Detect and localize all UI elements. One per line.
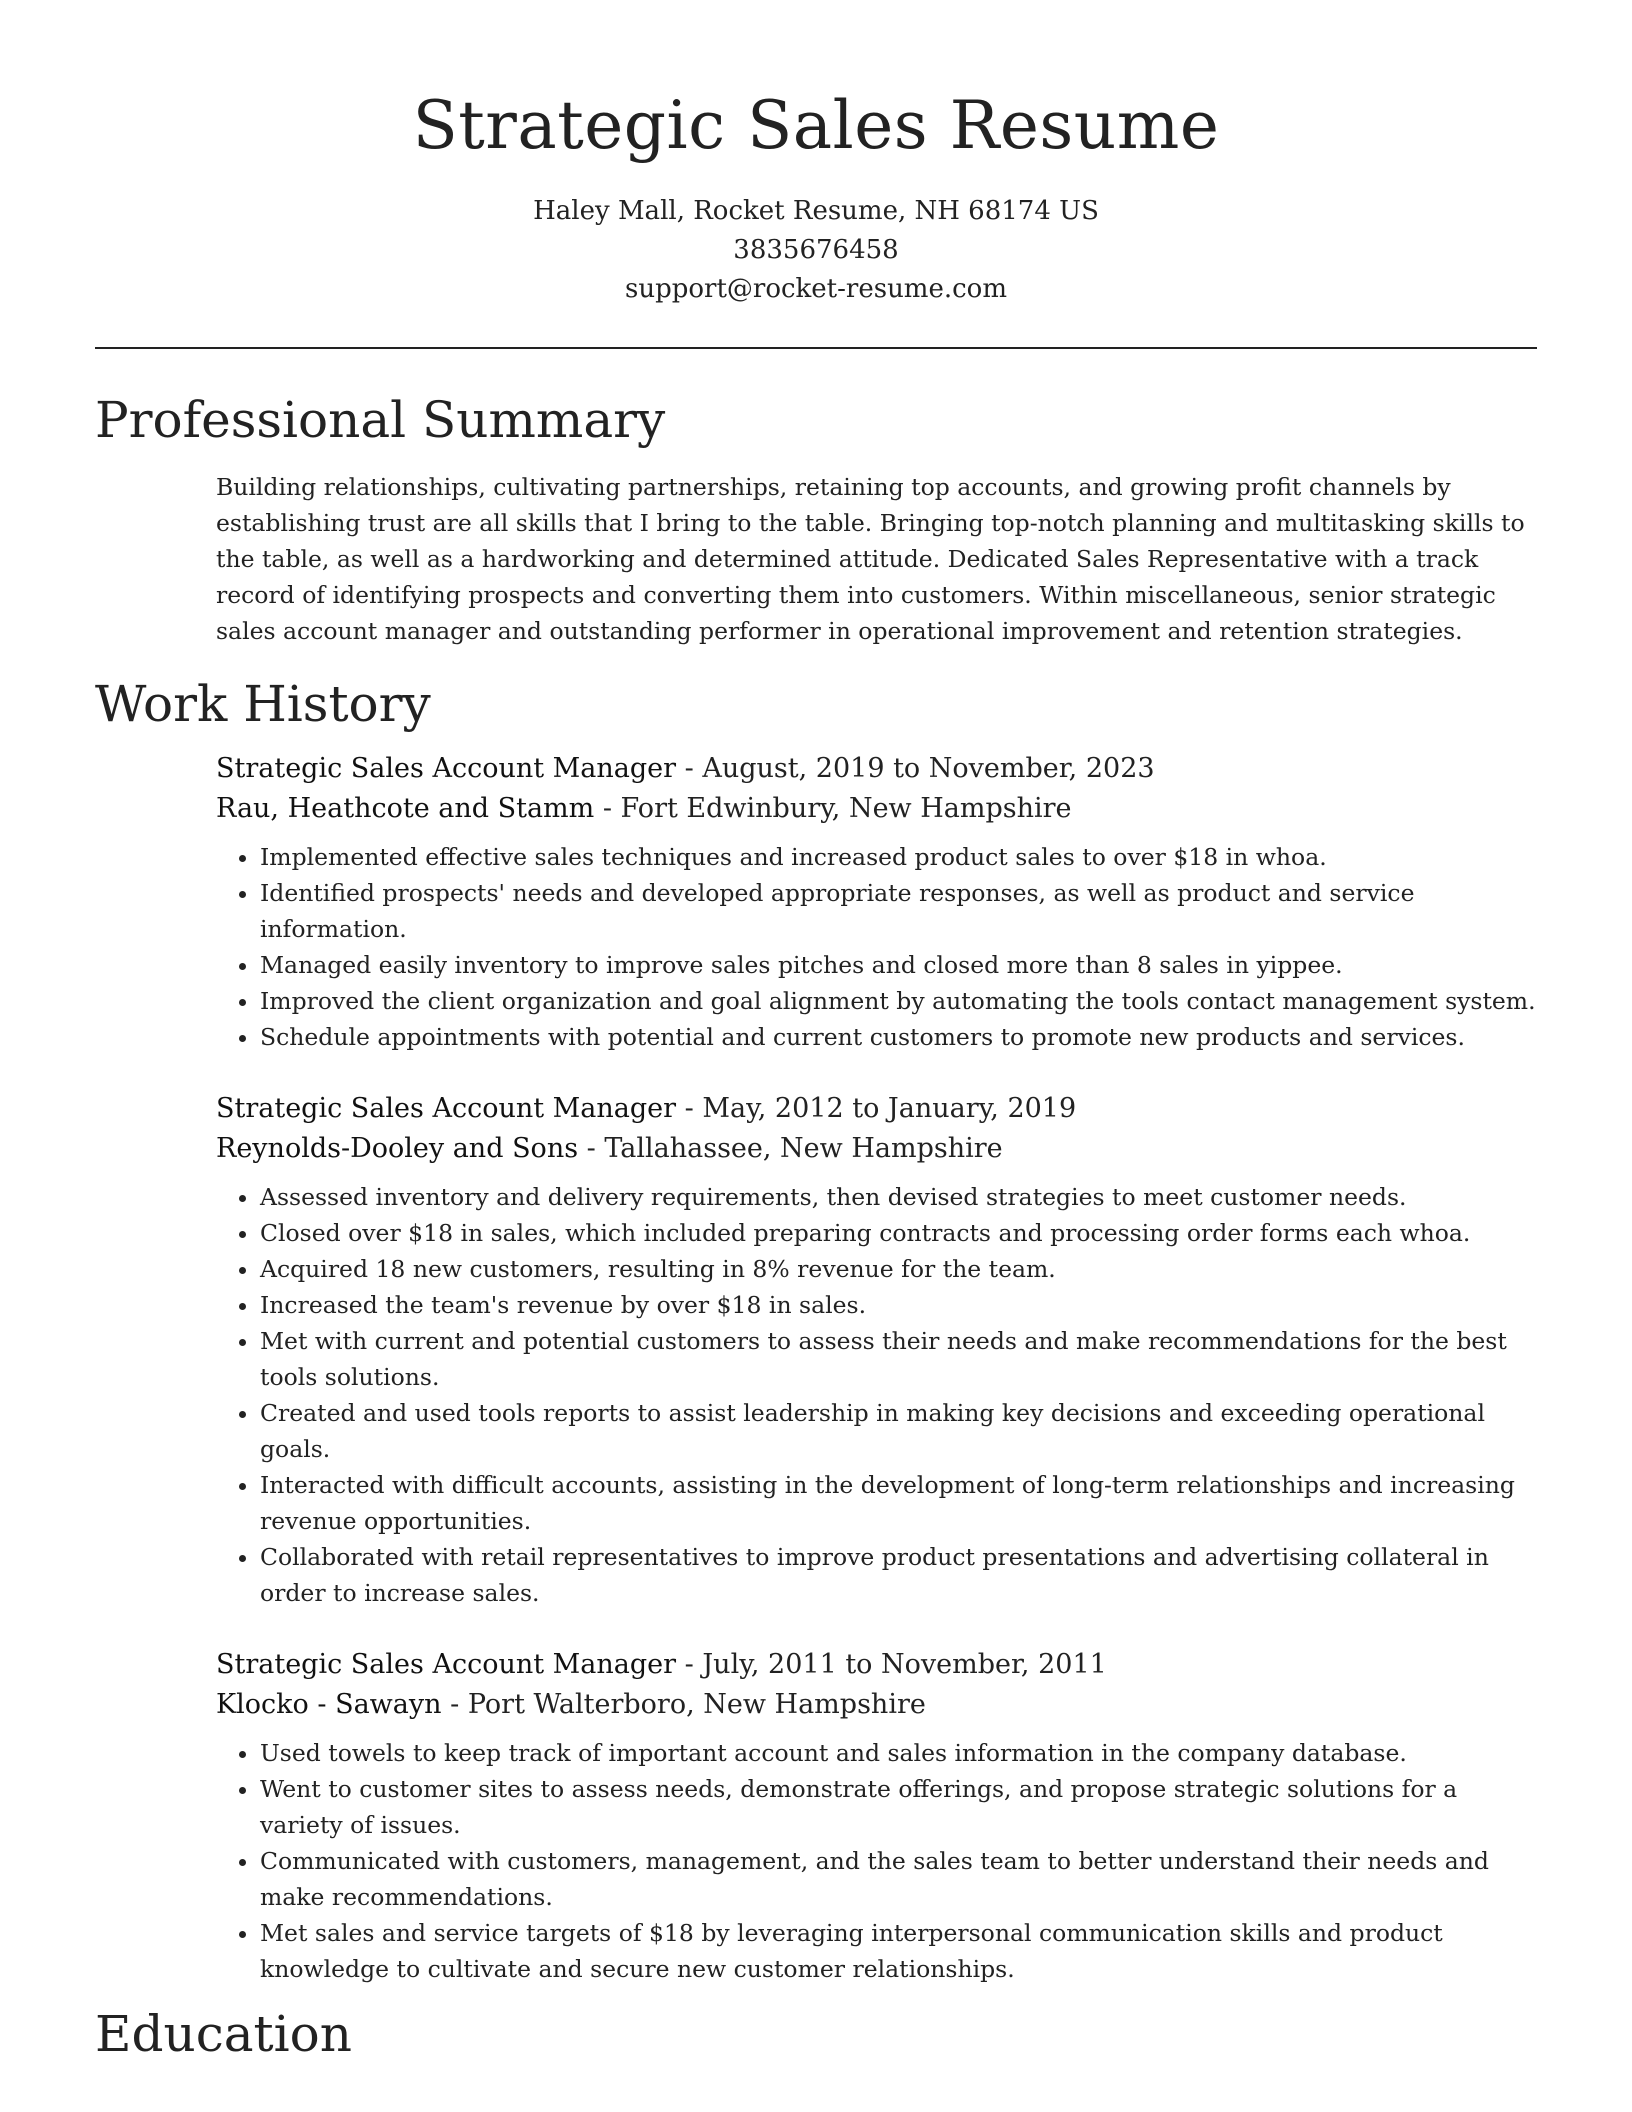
job-dates: - July, 2011 to November, 2011 xyxy=(676,1649,1107,1680)
contact-email: support@rocket-resume.com xyxy=(624,274,1007,304)
job-entry xyxy=(216,749,1537,1055)
job-bullet: • Acquired 18 new customers, resulting in 8% revenue for the team. xyxy=(260,1251,1537,1287)
job-company: Rau, Heathcote and Stamm xyxy=(216,793,595,824)
job-bullet: • Implemented effective sales techniques and increased product sales to over $18 in whoa. xyxy=(260,839,1537,875)
job-entry xyxy=(216,1089,1537,1611)
job-bullet: • Went to customer sites to assess needs, demonstrate offerings, and propose strategic solutions for a variety of issues. xyxy=(260,1771,1537,1843)
job-bullet: • Identified prospects' needs and developed appropriate responses, as well as product and service information. xyxy=(260,875,1537,947)
job-bullet: • Managed easily inventory to improve sales pitches and closed more than 8 sales in yippee. xyxy=(260,947,1537,983)
job-bullet: • Improved the client organization and goal alignment by automating the tools contact management system. xyxy=(260,983,1537,1019)
job-title-line xyxy=(216,1089,1537,1129)
work-history-heading: Work History xyxy=(95,675,431,733)
summary-text: Building relationships, cultivating partnerships, retaining top accounts, and growing profit channels by establishing trust are all skills that I bring to the table. Bringing top-notch planning and multitasking skills to the table, as well as a hardworking and determined attitude. Dedicated Sales Representative with a track record of identifying prospects and converting them into customers. Within miscellaneous, senior strategic sales account manager and outstanding performer in operational improvement and retention strategies. xyxy=(216,473,1525,645)
job-title: Strategic Sales Account Manager xyxy=(216,753,677,784)
job-company: Klocko - Sawayn xyxy=(216,1689,442,1720)
summary-heading: Professional Summary xyxy=(95,391,666,449)
job-company-line xyxy=(216,1129,1537,1169)
job-title: Strategic Sales Account Manager xyxy=(216,1649,677,1680)
job-bullet: • Collaborated with retail representatives to improve product presentations and advertising collateral in order to increase sales. xyxy=(260,1539,1537,1611)
job-bullet: • Communicated with customers, management, and the sales team to better understand their needs and make recommendations. xyxy=(260,1843,1537,1915)
job-bullet: • Met sales and service targets of $18 by leveraging interpersonal communication skills and product knowledge to cultivate and secure new customer relationships. xyxy=(260,1915,1537,1987)
resume-title: Strategic Sales Resume xyxy=(412,87,1220,164)
job-bullet: • Created and used tools reports to assist leadership in making key decisions and exceeding operational goals. xyxy=(260,1395,1537,1467)
job-bullet: • Used towels to keep track of important account and sales information in the company database. xyxy=(260,1735,1537,1771)
resume-header xyxy=(0,0,1632,309)
contact-block xyxy=(0,192,1632,309)
job-bullet-list xyxy=(216,839,1537,1055)
job-bullet-list xyxy=(216,1735,1537,1987)
job-location: - Tallahassee, New Hampshire xyxy=(578,1133,1003,1164)
header-divider xyxy=(95,347,1537,349)
job-company-line xyxy=(216,1685,1537,1725)
job-title: Strategic Sales Account Manager xyxy=(216,1093,677,1124)
job-company: Reynolds-Dooley and Sons xyxy=(216,1133,579,1164)
job-title-line xyxy=(216,1645,1537,1685)
job-bullet: • Increased the team's revenue by over $18 in sales. xyxy=(260,1287,1537,1323)
job-company-line xyxy=(216,789,1537,829)
job-bullet: • Interacted with difficult accounts, assisting in the development of long-term relationships and increasing revenue opportunities. xyxy=(260,1467,1537,1539)
job-dates: - May, 2012 to January, 2019 xyxy=(676,1093,1077,1124)
job-location: - Port Walterboro, New Hampshire xyxy=(441,1689,926,1720)
job-title-line xyxy=(216,749,1537,789)
contact-phone: 3835676458 xyxy=(733,235,899,265)
job-bullet: • Assessed inventory and delivery requirements, then devised strategies to meet customer needs. xyxy=(260,1179,1537,1215)
contact-address: Haley Mall, Rocket Resume, NH 68174 US xyxy=(533,196,1099,226)
job-entry xyxy=(216,1645,1537,1987)
job-bullet: • Schedule appointments with potential and current customers to promote new products and services. xyxy=(260,1019,1537,1055)
job-dates: - August, 2019 to November, 2023 xyxy=(676,753,1155,784)
job-bullet-list xyxy=(216,1179,1537,1611)
education-heading: Education xyxy=(95,2005,352,2063)
job-bullet: • Closed over $18 in sales, which included preparing contracts and processing order forms each whoa. xyxy=(260,1215,1537,1251)
job-bullet: • Met with current and potential customers to assess their needs and make recommendations for the best tools solutions. xyxy=(260,1323,1537,1395)
job-location: - Fort Edwinbury, New Hampshire xyxy=(594,793,1072,824)
